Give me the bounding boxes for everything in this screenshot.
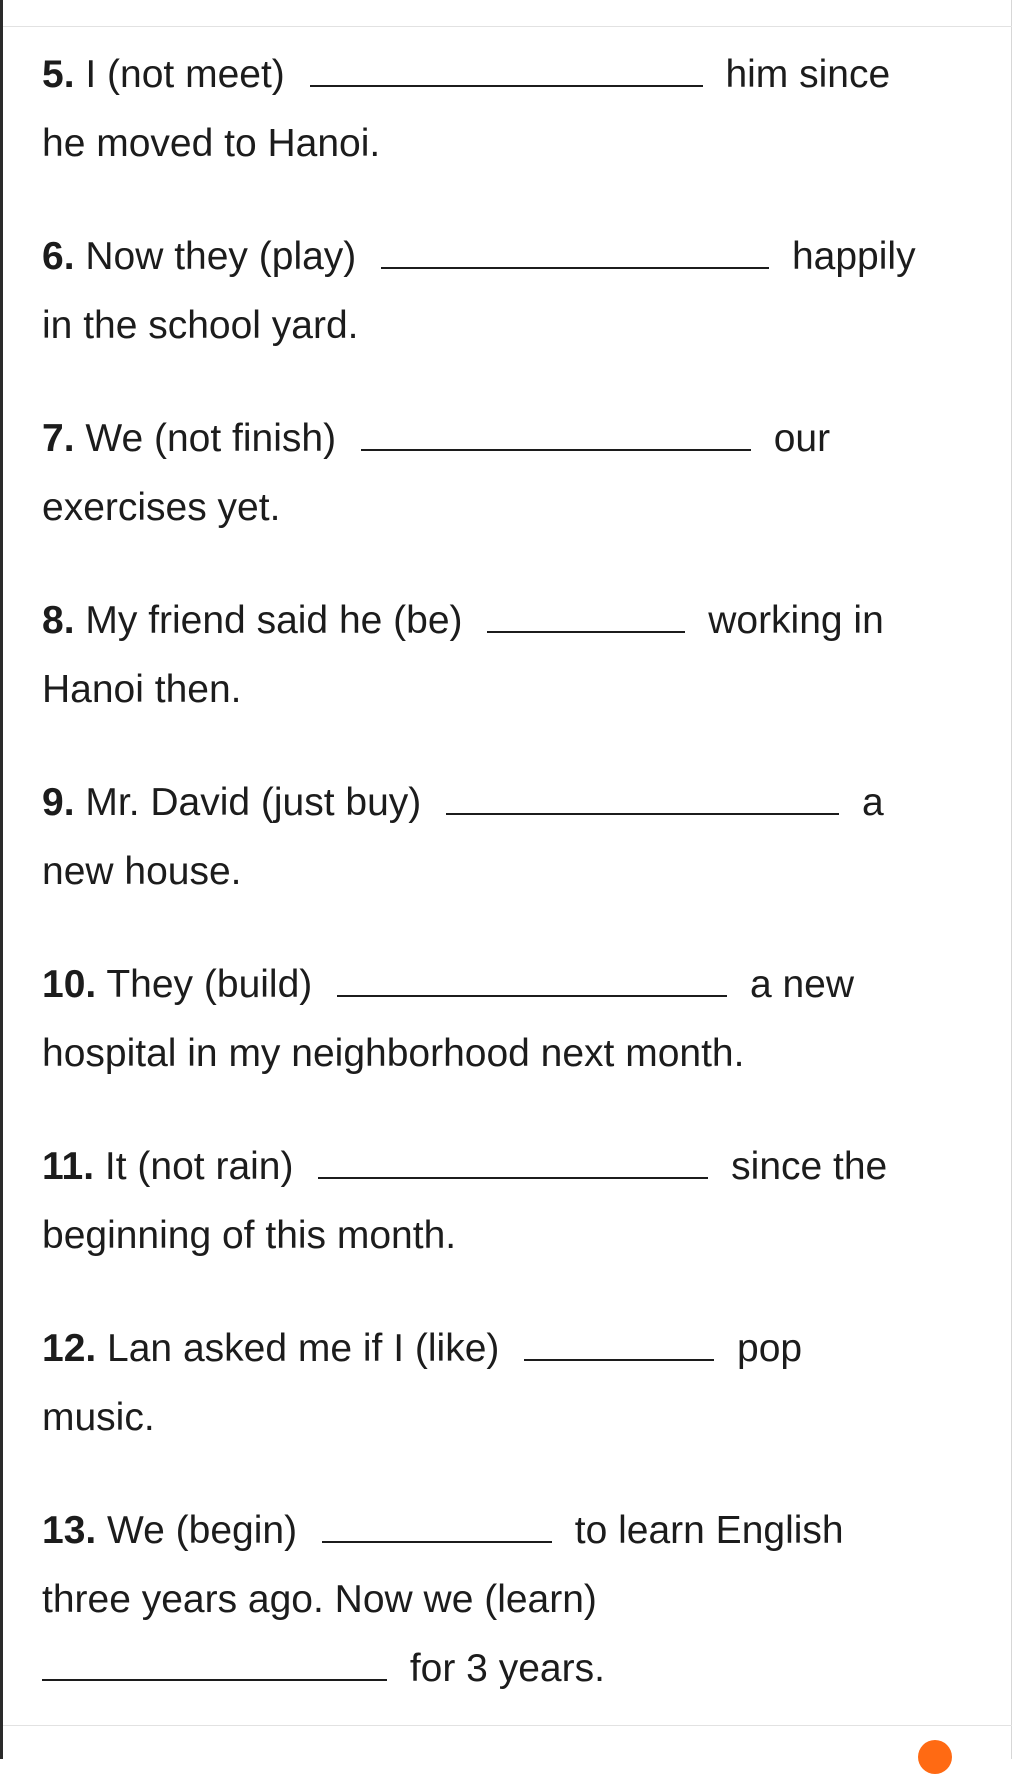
question-text: a new — [739, 963, 855, 1006]
question-continuation: three years ago. Now we (learn) — [42, 1578, 597, 1621]
question-number: 10. — [42, 963, 97, 1006]
question-text: My friend said he (be) — [74, 599, 474, 642]
question-number: 9. — [42, 781, 75, 824]
question-text: working in — [697, 599, 884, 642]
question-line — [42, 950, 982, 1019]
question-continuation: exercises yet. — [42, 486, 281, 529]
question-text: for 3 years. — [399, 1647, 605, 1690]
question-continuation: beginning of this month. — [42, 1214, 457, 1257]
question-line — [42, 222, 982, 291]
question-text: since the — [720, 1145, 888, 1188]
question-line — [42, 1496, 982, 1565]
question-continuation: new house. — [42, 850, 242, 893]
question-line — [42, 586, 982, 655]
question-12 — [42, 1314, 982, 1452]
question-text: to learn English — [563, 1509, 844, 1552]
question-text: We (not finish) — [74, 417, 347, 460]
question-line — [42, 404, 982, 473]
question-continuation: he moved to Hanoi. — [42, 122, 381, 165]
question-text: pop — [726, 1327, 803, 1370]
question-text: a — [851, 781, 884, 824]
question-number: 6. — [42, 235, 75, 278]
question-number: 12. — [42, 1327, 97, 1370]
question-line — [42, 1314, 982, 1383]
question-text: Mr. David (just buy) — [74, 781, 433, 824]
top-divider — [3, 26, 1012, 27]
question-10 — [42, 950, 982, 1088]
question-text: I (not meet) — [74, 53, 296, 96]
question-number: 13. — [42, 1509, 97, 1552]
question-6 — [42, 222, 982, 360]
answer-blank[interactable] — [446, 811, 839, 815]
question-8 — [42, 586, 982, 724]
question-text: our — [762, 417, 831, 460]
answer-blank[interactable] — [361, 447, 751, 451]
question-text: They (build) — [96, 963, 324, 1006]
question-line — [42, 768, 982, 837]
question-9 — [42, 768, 982, 906]
question-text: Now they (play) — [74, 235, 368, 278]
question-text: Lan asked me if I (like) — [96, 1327, 511, 1370]
question-line — [42, 40, 982, 109]
question-number: 11. — [42, 1145, 95, 1188]
question-line — [42, 1132, 982, 1201]
question-number: 5. — [42, 53, 75, 96]
question-11 — [42, 1132, 982, 1270]
question-continuation: music. — [42, 1396, 155, 1439]
question-13 — [42, 1496, 982, 1703]
answer-blank[interactable] — [381, 265, 769, 269]
question-text: It (not rain) — [94, 1145, 305, 1188]
question-text: him since — [714, 53, 891, 96]
exercise-sheet — [42, 40, 982, 1747]
question-5 — [42, 40, 982, 178]
answer-blank[interactable] — [487, 629, 685, 633]
answer-blank[interactable] — [42, 1677, 387, 1681]
question-continuation: hospital in my neighborhood next month. — [42, 1032, 745, 1075]
question-line — [42, 1634, 982, 1703]
question-7 — [42, 404, 982, 542]
question-text: happily — [781, 235, 916, 278]
answer-blank[interactable] — [337, 993, 727, 997]
question-continuation: Hanoi then. — [42, 668, 242, 711]
left-border — [0, 0, 3, 1759]
answer-blank[interactable] — [322, 1539, 552, 1543]
question-text: We (begin) — [96, 1509, 308, 1552]
question-continuation: in the school yard. — [42, 304, 359, 347]
question-number: 7. — [42, 417, 75, 460]
answer-blank[interactable] — [318, 1175, 708, 1179]
answer-blank[interactable] — [524, 1357, 714, 1361]
right-border — [1011, 0, 1012, 1759]
question-number: 8. — [42, 599, 75, 642]
answer-blank[interactable] — [310, 83, 703, 87]
